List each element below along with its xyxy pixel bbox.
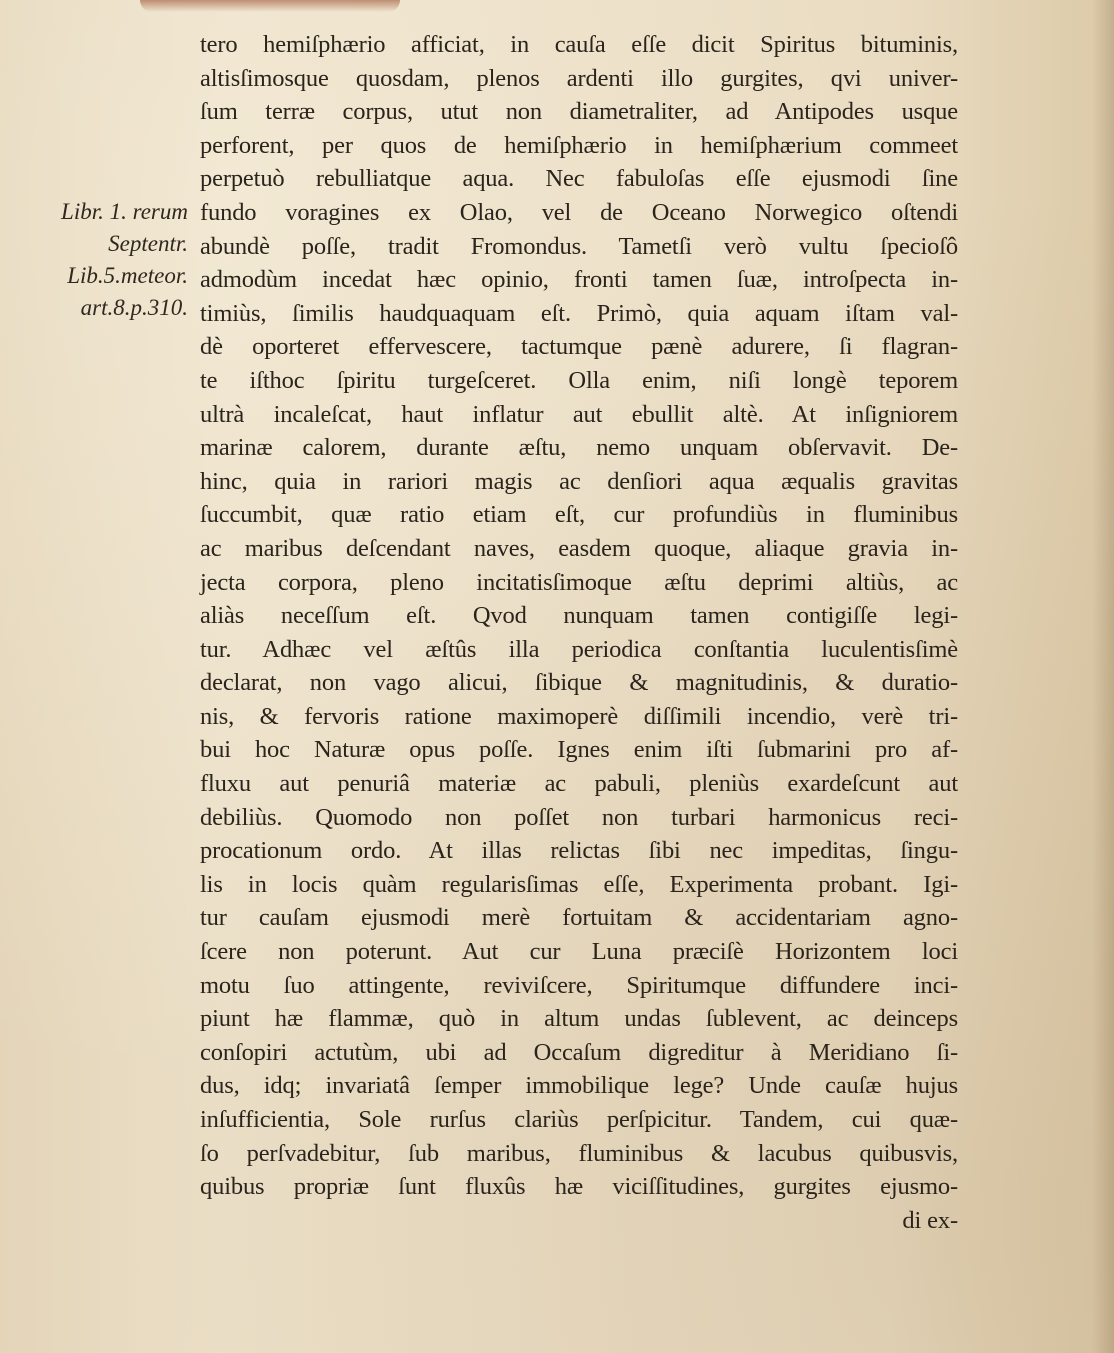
text-line: abundè poſſe, tradit Fromondus. Tametſi verò vultu ſpecioſô [200, 232, 958, 260]
text-line: conſopiri actutùm, ubi ad Occaſum digreditur à Meridiano ſi- [200, 1038, 958, 1066]
text-line: aliàs neceſſum eſt. Qvod nunquam tamen contigiſſe legi- [200, 602, 958, 630]
text-line: declarat, non vago alicui, ſibique & magnitudinis, & duratio- [200, 669, 958, 697]
text-line: admodùm incedat hæc opinio, fronti tamen ſuæ, introſpecta in- [200, 266, 958, 294]
text-line: perforent, per quos de hemiſphærio in hemiſphærium commeet [200, 131, 958, 159]
text-line: fluxu aut penuriâ materiæ ac pabuli, pleniùs exardeſcunt aut [200, 770, 958, 798]
page-edge-shadow [1092, 0, 1114, 1353]
text-line: motu ſuo attingente, reviviſcere, Spiritumque diffundere inci- [200, 971, 958, 999]
text-line: fundo voragines ex Olao, vel de Oceano Norwegico oſtendi [200, 198, 958, 226]
text-line: ac maribus deſcendant naves, easdem quoque, aliaque gravia in- [200, 534, 958, 562]
text-line: ſcere non poterunt. Aut cur Luna præciſè Horizontem loci [200, 938, 958, 966]
text-line: jecta corpora, pleno incitatisſimoque æſtu deprimi altiùs, ac [200, 568, 958, 596]
text-line: ſum terræ corpus, utut non diametraliter, ad Antipodes usque [200, 98, 958, 126]
margin-note: Libr. 1. rerum [61, 199, 188, 224]
text-line: altisſimosque quosdam, plenos ardenti illo gurgites, qvi univer- [200, 64, 958, 92]
text-line: tero hemiſphærio afficiat, in cauſa eſſe dicit Spiritus bituminis, [200, 31, 958, 58]
text-line: perpetuò rebulliatque aqua. Nec fabuloſas eſſe ejusmodi ſine [200, 165, 958, 193]
text-line: timiùs, ſimilis haudquaquam eſt. Primò, quia aquam iſtam val- [200, 299, 958, 327]
text-line: tur. Adhæc vel æſtûs illa periodica conſtantia luculentisſimè [200, 635, 958, 663]
text-line: te iſthoc ſpiritu turgeſceret. Olla enim, niſi longè teporem [200, 366, 958, 394]
text-line: inſufficientia, Sole rurſus clariùs perſpicitur. Tandem, cui quæ- [200, 1106, 958, 1133]
text-line: tur cauſam ejusmodi merè fortuitam & accidentariam agno- [200, 904, 958, 932]
text-line: bui hoc Naturæ opus poſſe. Ignes enim iſti ſubmarini pro af- [200, 736, 958, 764]
text-line: quibus propriæ ſunt fluxûs hæ viciſſitudines, gurgites ejusmo- [200, 1173, 958, 1201]
text-line: dus, idq; invariatâ ſemper immobilique lege? Unde cauſæ hujus [200, 1072, 958, 1100]
text-line: ſo perſvadebitur, ſub maribus, fluminibus & lacubus quibusvis, [200, 1139, 958, 1167]
body-text [200, 28, 958, 1237]
text-line: ultrà incaleſcat, haut inflatur aut ebullit altè. At inſigniorem [200, 400, 958, 428]
text-line: ſuccumbit, quæ ratio etiam eſt, cur profundiùs in fluminibus [200, 501, 958, 529]
margin-note: Septentr. [108, 231, 188, 256]
text-line: procationum ordo. At illas relictas ſibi nec impeditas, ſingu- [200, 837, 958, 865]
text-line: hinc, quia in rariori magis ac denſiori aqua æqualis gravitas [200, 467, 958, 495]
text-line: di ex- [902, 1206, 958, 1234]
text-line: debiliùs. Quomodo non poſſet non turbari harmonicus reci- [200, 803, 958, 831]
text-line: piunt hæ flammæ, quò in altum undas ſublevent, ac deinceps [200, 1005, 958, 1033]
text-line: lis in locis quàm regularisſimas eſſe, Experimenta probant. Igi- [200, 870, 958, 898]
margin-note: Lib.5.meteor. [67, 263, 188, 288]
margin-notes [18, 196, 188, 324]
ink-stain [140, 0, 400, 12]
margin-note: art.8.p.310. [80, 295, 188, 320]
text-line: dè oporteret effervescere, tactumque pænè adurere, ſi flagran- [200, 333, 958, 361]
text-line: marinæ calorem, durante æſtu, nemo unquam obſervavit. De- [200, 434, 958, 462]
text-line: nis, & fervoris ratione maximoperè diſſimili incendio, verè tri- [200, 702, 958, 730]
